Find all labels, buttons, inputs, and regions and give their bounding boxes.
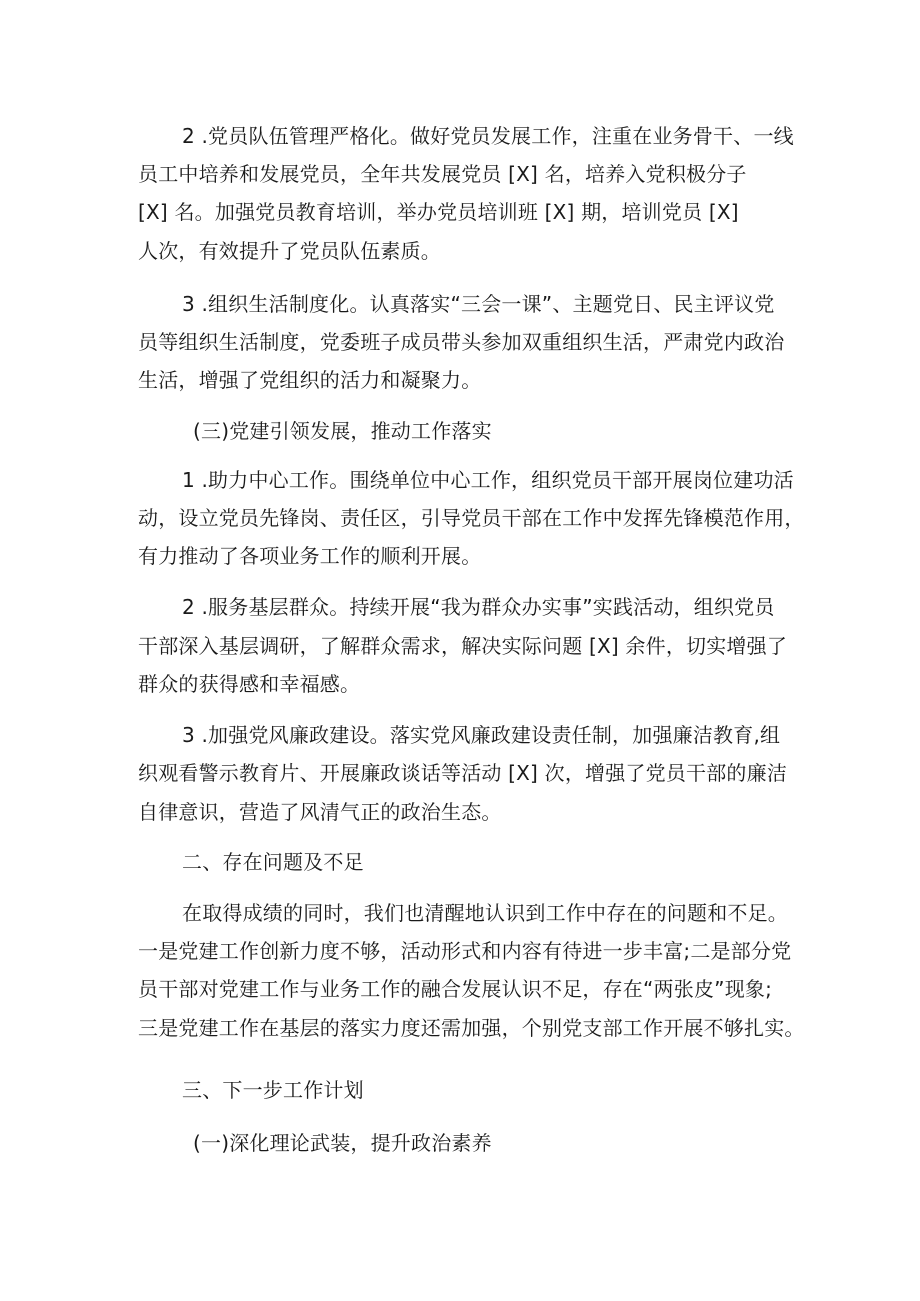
text-line: 一是党建工作创新力度不够，活动形式和内容有待进一步丰富;二是部分党 xyxy=(138,939,792,963)
text-line: 2 .服务基层群众。持续开展“我为群众办实事”实践活动，组织党员 xyxy=(182,595,775,619)
text-line: 群众的获得感和幸福感。 xyxy=(138,672,361,696)
text-line: 生活，增强了党组织的活力和凝聚力。 xyxy=(138,368,482,392)
section-subheading: (一)深化理论武装，提升政治素养 xyxy=(193,1131,492,1155)
text-line: 员干部对党建工作与业务工作的融合发展认识不足，存在“两张皮”现象; xyxy=(138,977,773,1001)
text-line: 3 .组织生活制度化。认真落实“三会一课”、主题党日、民主评议党 xyxy=(182,292,775,316)
text-line: 自律意识，营造了风清气正的政治生态。 xyxy=(138,800,502,824)
text-line: 动，设立党员先锋岗、责任区，引导党员干部在工作中发挥先锋模范作用， xyxy=(138,506,805,530)
text-line: [X] 名。加强党员教育培训，举办党员培训班 [X] 期，培训党员 [X] xyxy=(138,200,739,224)
text-line: 1 .助力中心工作。围绕单位中心工作，组织党员干部开展岗位建功活 xyxy=(182,468,794,492)
text-line: 2 .党员队伍管理严格化。做好党员发展工作，注重在业务骨干、一线 xyxy=(182,124,794,148)
text-line: 人次，有效提升了党员队伍素质。 xyxy=(138,239,441,263)
text-line: 员工中培养和发展党员，全年共发展党员 [X] 名，培养入党积极分子 xyxy=(138,162,747,186)
text-line: 在取得成绩的同时，我们也清醒地认识到工作中存在的问题和不足。 xyxy=(182,901,788,925)
text-line: 干部深入基层调研，了解群众需求，解决实际问题 [X] 余件，切实增强了 xyxy=(138,634,788,658)
text-line: 员等组织生活制度，党委班子成员带头参加双重组织生活，严肃党内政治 xyxy=(138,330,785,354)
text-line: 有力推动了各项业务工作的顺利开展。 xyxy=(138,544,482,568)
section-heading: (三)党建引领发展，推动工作落实 xyxy=(193,419,492,443)
section-heading: 三、下一步工作计划 xyxy=(182,1078,364,1102)
text-line: 三是党建工作在基层的落实力度还需加强，个别党支部工作开展不够扎实。 xyxy=(138,1016,805,1040)
section-heading: 二、存在问题及不足 xyxy=(182,850,364,874)
text-line: 3 .加强党风廉政建设。落实党风廉政建设责任制，加强廉洁教育,组 xyxy=(182,723,781,747)
text-line: 织观看警示教育片、开展廉政谈话等活动 [X] 次，增强了党员干部的廉洁 xyxy=(138,761,788,785)
